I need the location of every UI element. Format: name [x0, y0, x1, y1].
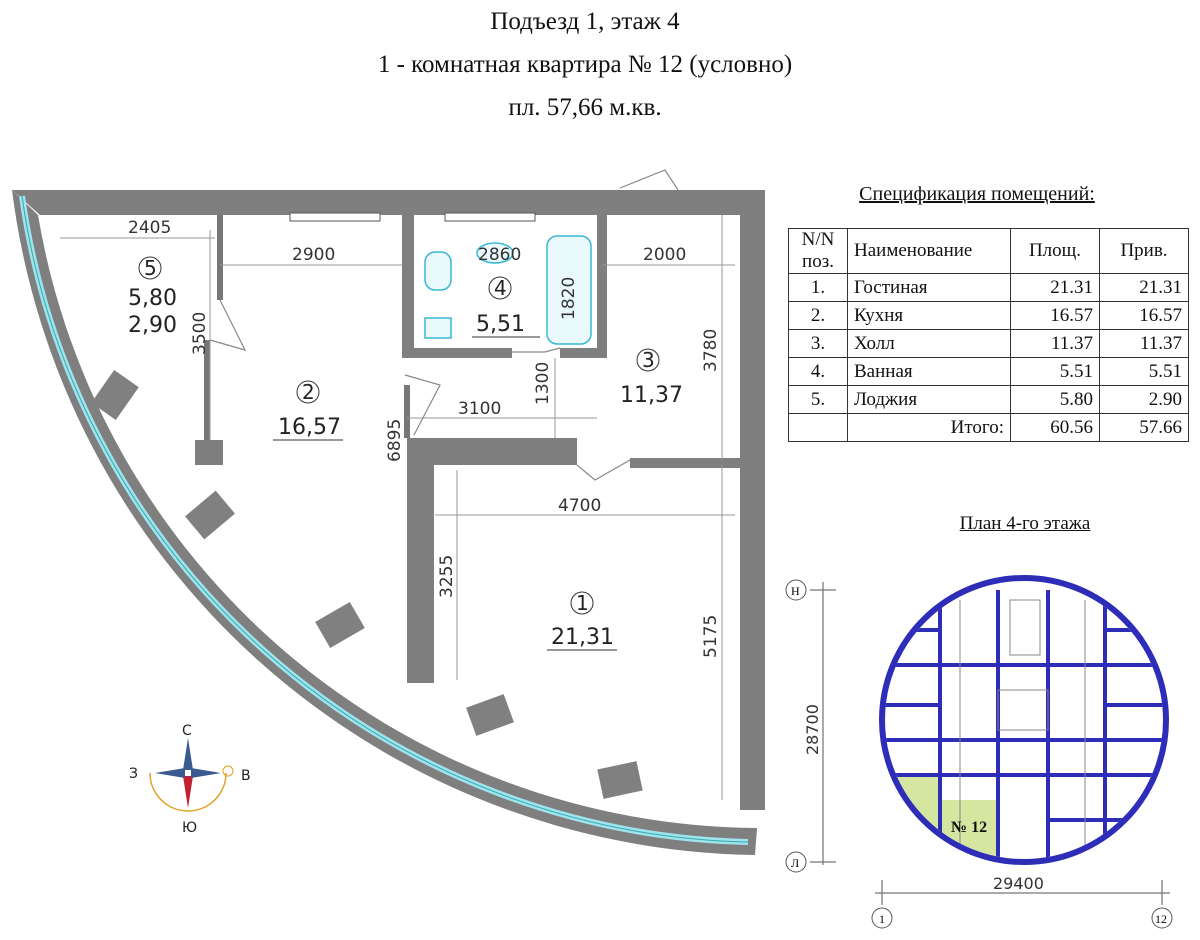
room-5-area: 5,80 — [128, 286, 177, 311]
spec-table — [788, 228, 1189, 442]
compass-rose — [129, 723, 251, 836]
spec-total-label: Итого: — [848, 414, 1011, 442]
spec-cell: 2. — [789, 302, 848, 330]
room-4-number: 4 — [494, 276, 507, 300]
spec-cell: Кухня — [848, 302, 1011, 330]
spec-col-name: Наименование — [848, 229, 1011, 274]
dim-4700: 4700 — [558, 496, 602, 516]
spec-cell: 11.37 — [1100, 330, 1189, 358]
dim-1820: 1820 — [559, 276, 579, 320]
room-2-number: 2 — [302, 380, 315, 404]
dim-2000: 2000 — [643, 245, 687, 265]
spec-header-row — [789, 229, 1189, 274]
spec-total-row — [789, 414, 1189, 442]
spec-col-number: N/N поз. — [789, 229, 848, 274]
dim-3500: 3500 — [190, 311, 210, 355]
spec-cell: Лоджия — [848, 386, 1011, 414]
room-3-area: 11,37 — [620, 383, 683, 408]
axis-top-label: Н — [791, 584, 800, 598]
compass-west: З — [129, 766, 138, 782]
spec-col-reduced: Прив. — [1100, 229, 1189, 274]
spec-cell: Ванная — [848, 358, 1011, 386]
compass-south: Ю — [182, 820, 198, 836]
spec-cell: 21.31 — [1011, 274, 1100, 302]
spec-cell: 11.37 — [1011, 330, 1100, 358]
dim-2900: 2900 — [292, 245, 336, 265]
spec-cell: 5.51 — [1100, 358, 1189, 386]
compass-east: В — [241, 768, 251, 784]
dim-6895: 6895 — [385, 418, 405, 462]
room-1-number: 1 — [576, 591, 589, 615]
dim-2860: 2860 — [478, 245, 522, 265]
room-3-number: 3 — [642, 348, 655, 372]
spec-cell: 2.90 — [1100, 386, 1189, 414]
height-dim-text: 28700 — [803, 704, 822, 755]
spec-cell: 4. — [789, 358, 848, 386]
axis-right-label: 12 — [1155, 912, 1167, 926]
table-row — [789, 358, 1189, 386]
spec-cell — [789, 414, 848, 442]
spec-total-area: 60.56 — [1011, 414, 1100, 442]
spec-cell: 5. — [789, 386, 848, 414]
spec-total-reduced: 57.66 — [1100, 414, 1189, 442]
floor-outline — [882, 578, 1166, 862]
table-row — [789, 274, 1189, 302]
floor-overview-plan — [770, 570, 1190, 935]
dim-3255: 3255 — [437, 554, 457, 598]
room-2-area: 16,57 — [278, 415, 341, 440]
room-5-area-reduced: 2,90 — [128, 313, 177, 338]
width-dim-text: 29400 — [993, 874, 1044, 893]
spec-cell: 3. — [789, 330, 848, 358]
dim-5175: 5175 — [701, 614, 721, 658]
table-row — [789, 302, 1189, 330]
spec-col-area: Площ. — [1011, 229, 1100, 274]
apartment-12-label: № 12 — [951, 819, 988, 836]
spec-cell: 21.31 — [1100, 274, 1189, 302]
compass-north: С — [182, 723, 192, 739]
table-row — [789, 386, 1189, 414]
room-5-number: 5 — [144, 256, 157, 280]
apartment-title: 1 - комнатная квартира № 12 (условно) — [377, 51, 793, 78]
spec-cell: 16.57 — [1100, 302, 1189, 330]
spec-cell: 5.51 — [1011, 358, 1100, 386]
axis-left-label: 1 — [879, 912, 885, 926]
entrance-floor-title: Подъезд 1, этаж 4 — [490, 8, 680, 35]
dim-3780: 3780 — [701, 328, 721, 372]
spec-cell: 16.57 — [1011, 302, 1100, 330]
dim-1300: 1300 — [533, 361, 553, 405]
room-4-area: 5,51 — [476, 312, 525, 337]
dim-3100: 3100 — [458, 399, 502, 419]
spec-cell: 5.80 — [1011, 386, 1100, 414]
spec-cell: 1. — [789, 274, 848, 302]
spec-title: Спецификация помещений: — [859, 183, 1095, 205]
floor-plan-title: План 4-го этажа — [959, 513, 1091, 534]
table-row — [789, 330, 1189, 358]
spec-cell: Гостиная — [848, 274, 1011, 302]
spec-cell: Холл — [848, 330, 1011, 358]
dim-2405: 2405 — [128, 218, 172, 238]
apartment-area-title: пл. 57,66 м.кв. — [508, 94, 662, 121]
room-1-area: 21,31 — [551, 625, 614, 650]
axis-bottom-label: Л — [791, 856, 800, 870]
walls — [12, 190, 765, 855]
